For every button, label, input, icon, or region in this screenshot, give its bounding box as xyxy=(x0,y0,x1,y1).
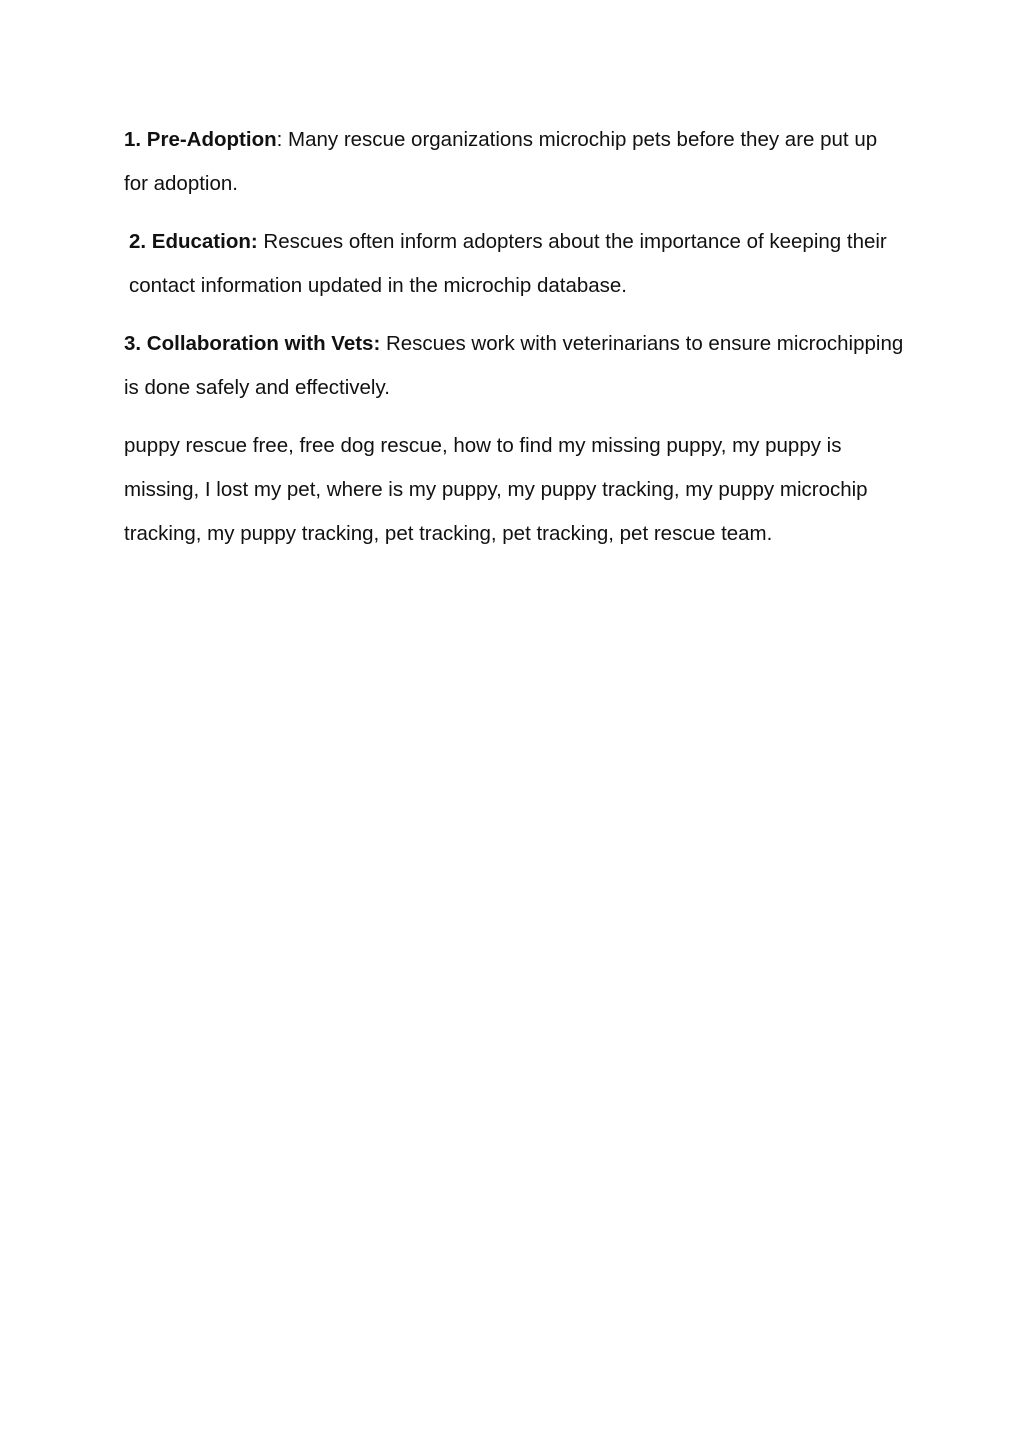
document-body xyxy=(124,118,904,570)
item-text: Rescues work with veterinarians to ensure microchipping is done safely and effectively. xyxy=(124,332,904,399)
list-item-collaboration xyxy=(124,322,904,410)
keywords-paragraph: puppy rescue free, free dog rescue, how to find my missing puppy, my puppy is missing, I lost my pet, where is my puppy, my puppy tracking, my puppy microchip tracking, my puppy tracking, pet tracking, pet tracking, pet rescue team. xyxy=(124,434,868,545)
item-heading: 2. Education: xyxy=(129,230,258,253)
item-heading: 1. Pre-Adoption xyxy=(124,128,277,151)
item-heading: 3. Collaboration with Vets: xyxy=(124,332,381,355)
list-item-education xyxy=(124,220,904,308)
list-item-pre-adoption xyxy=(124,118,904,206)
item-text: Rescues often inform adopters about the importance of keeping their contact information updated in the microchip database. xyxy=(129,230,887,297)
item-text: : Many rescue organizations microchip pets before they are put up for adoption. xyxy=(124,128,878,195)
